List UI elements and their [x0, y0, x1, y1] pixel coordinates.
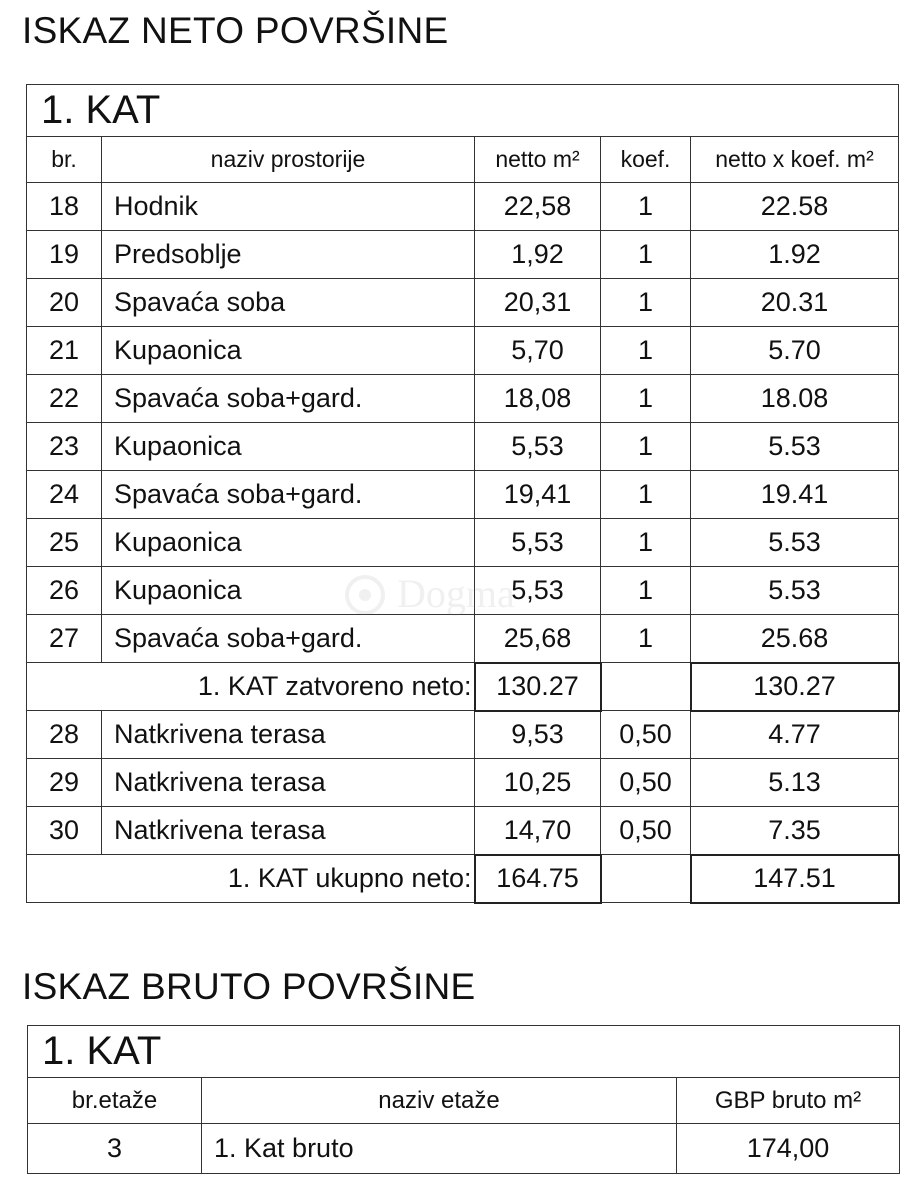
- cell-naziv: Spavaća soba: [102, 279, 475, 327]
- total-netto: 164.75: [475, 855, 601, 903]
- cell-koef: 1: [601, 471, 691, 519]
- total-netto-koef: 147.51: [691, 855, 899, 903]
- header-br: br.: [27, 137, 102, 183]
- header-netto: netto m²: [475, 137, 601, 183]
- cell-netto: 9,53: [475, 711, 601, 759]
- cell-netto: 22,58: [475, 183, 601, 231]
- cell-koef: 1: [601, 183, 691, 231]
- cell-br: 24: [27, 471, 102, 519]
- cell-koef: 1: [601, 615, 691, 663]
- header-netto-koef: netto x koef. m²: [691, 137, 899, 183]
- cell-netto-koef: 25.68: [691, 615, 899, 663]
- netto-floor-label: 1. KAT: [27, 85, 899, 137]
- cell-netto-koef: 7.35: [691, 807, 899, 855]
- cell-netto: 5,53: [475, 567, 601, 615]
- cell-netto-koef: 5.53: [691, 519, 899, 567]
- cell-br: 25: [27, 519, 102, 567]
- cell-netto: 5,70: [475, 327, 601, 375]
- cell-naziv: Spavaća soba+gard.: [102, 375, 475, 423]
- cell-br: 19: [27, 231, 102, 279]
- cell-naziv: Kupaonica: [102, 423, 475, 471]
- cell-br: 21: [27, 327, 102, 375]
- table-row: [27, 183, 899, 231]
- cell-br: 22: [27, 375, 102, 423]
- cell-netto-koef: 20.31: [691, 279, 899, 327]
- cell-br: 26: [27, 567, 102, 615]
- cell-netto-koef: 1.92: [691, 231, 899, 279]
- cell-naziv: Natkrivena terasa: [102, 711, 475, 759]
- cell-netto-koef: 5.13: [691, 759, 899, 807]
- subtotal-row: [27, 663, 899, 711]
- table-row: [27, 471, 899, 519]
- cell-naziv: Natkrivena terasa: [102, 759, 475, 807]
- bruto-floor-label: 1. KAT: [28, 1026, 900, 1078]
- table-row: [27, 423, 899, 471]
- header-naziv: naziv prostorije: [102, 137, 475, 183]
- table-row: [27, 279, 899, 327]
- cell-netto-koef: 5.53: [691, 423, 899, 471]
- cell-br: 29: [27, 759, 102, 807]
- cell-netto-koef: 5.70: [691, 327, 899, 375]
- cell-br: 27: [27, 615, 102, 663]
- cell-koef: 1: [601, 279, 691, 327]
- total-label: 1. KAT ukupno neto:: [27, 855, 475, 903]
- cell-br: 30: [27, 807, 102, 855]
- cell-netto-koef: 5.53: [691, 567, 899, 615]
- cell-koef: 1: [601, 375, 691, 423]
- cell-br-etaze: 3: [28, 1124, 202, 1174]
- table-row: [27, 567, 899, 615]
- cell-netto: 19,41: [475, 471, 601, 519]
- cell-koef: 1: [601, 327, 691, 375]
- table-row: [27, 711, 899, 759]
- cell-netto: 25,68: [475, 615, 601, 663]
- cell-netto-koef: 4.77: [691, 711, 899, 759]
- cell-br: 18: [27, 183, 102, 231]
- netto-header-row: [27, 137, 899, 183]
- table-row: [28, 1124, 900, 1174]
- header-koef: koef.: [601, 137, 691, 183]
- cell-naziv: Kupaonica: [102, 327, 475, 375]
- subtotal-empty: [601, 663, 691, 711]
- header-naziv-etaze: naziv etaže: [202, 1078, 677, 1124]
- cell-naziv: Hodnik: [102, 183, 475, 231]
- cell-koef: 1: [601, 423, 691, 471]
- cell-naziv: Spavaća soba+gard.: [102, 615, 475, 663]
- netto-table: [26, 84, 900, 904]
- cell-netto: 18,08: [475, 375, 601, 423]
- cell-br: 28: [27, 711, 102, 759]
- subtotal-label: 1. KAT zatvoreno neto:: [27, 663, 475, 711]
- cell-netto: 20,31: [475, 279, 601, 327]
- cell-br: 20: [27, 279, 102, 327]
- cell-naziv: Spavaća soba+gard.: [102, 471, 475, 519]
- subtotal-netto: 130.27: [475, 663, 601, 711]
- cell-koef: 0,50: [601, 759, 691, 807]
- cell-netto: 1,92: [475, 231, 601, 279]
- cell-netto: 14,70: [475, 807, 601, 855]
- cell-netto: 10,25: [475, 759, 601, 807]
- total-empty: [601, 855, 691, 903]
- cell-naziv-etaze: 1. Kat bruto: [202, 1124, 677, 1174]
- header-gbp: GBP bruto m²: [677, 1078, 900, 1124]
- table-row: [27, 327, 899, 375]
- table-row: [27, 615, 899, 663]
- subtotal-netto-koef: 130.27: [691, 663, 899, 711]
- cell-naziv: Predsoblje: [102, 231, 475, 279]
- bruto-table: [27, 1025, 900, 1174]
- table-row: [27, 519, 899, 567]
- cell-netto-koef: 18.08: [691, 375, 899, 423]
- cell-koef: 1: [601, 567, 691, 615]
- bruto-title: ISKAZ BRUTO POVRŠINE: [22, 966, 476, 1007]
- cell-koef: 1: [601, 231, 691, 279]
- table-row: [27, 759, 899, 807]
- cell-netto-koef: 22.58: [691, 183, 899, 231]
- bruto-header-row: [28, 1078, 900, 1124]
- cell-br: 23: [27, 423, 102, 471]
- cell-netto-koef: 19.41: [691, 471, 899, 519]
- table-row: [27, 375, 899, 423]
- cell-netto: 5,53: [475, 423, 601, 471]
- header-br-etaze: br.etaže: [28, 1078, 202, 1124]
- cell-naziv: Kupaonica: [102, 519, 475, 567]
- cell-naziv: Kupaonica: [102, 567, 475, 615]
- total-row: [27, 855, 899, 903]
- table-row: [27, 807, 899, 855]
- table-row: [27, 231, 899, 279]
- watermark-text: Dogma: [397, 571, 515, 616]
- cell-naziv: Natkrivena terasa: [102, 807, 475, 855]
- cell-koef: 0,50: [601, 711, 691, 759]
- cell-netto: 5,53: [475, 519, 601, 567]
- cell-koef: 0,50: [601, 807, 691, 855]
- cell-gbp: 174,00: [677, 1124, 900, 1174]
- netto-title: ISKAZ NETO POVRŠINE: [22, 10, 449, 51]
- cell-koef: 1: [601, 519, 691, 567]
